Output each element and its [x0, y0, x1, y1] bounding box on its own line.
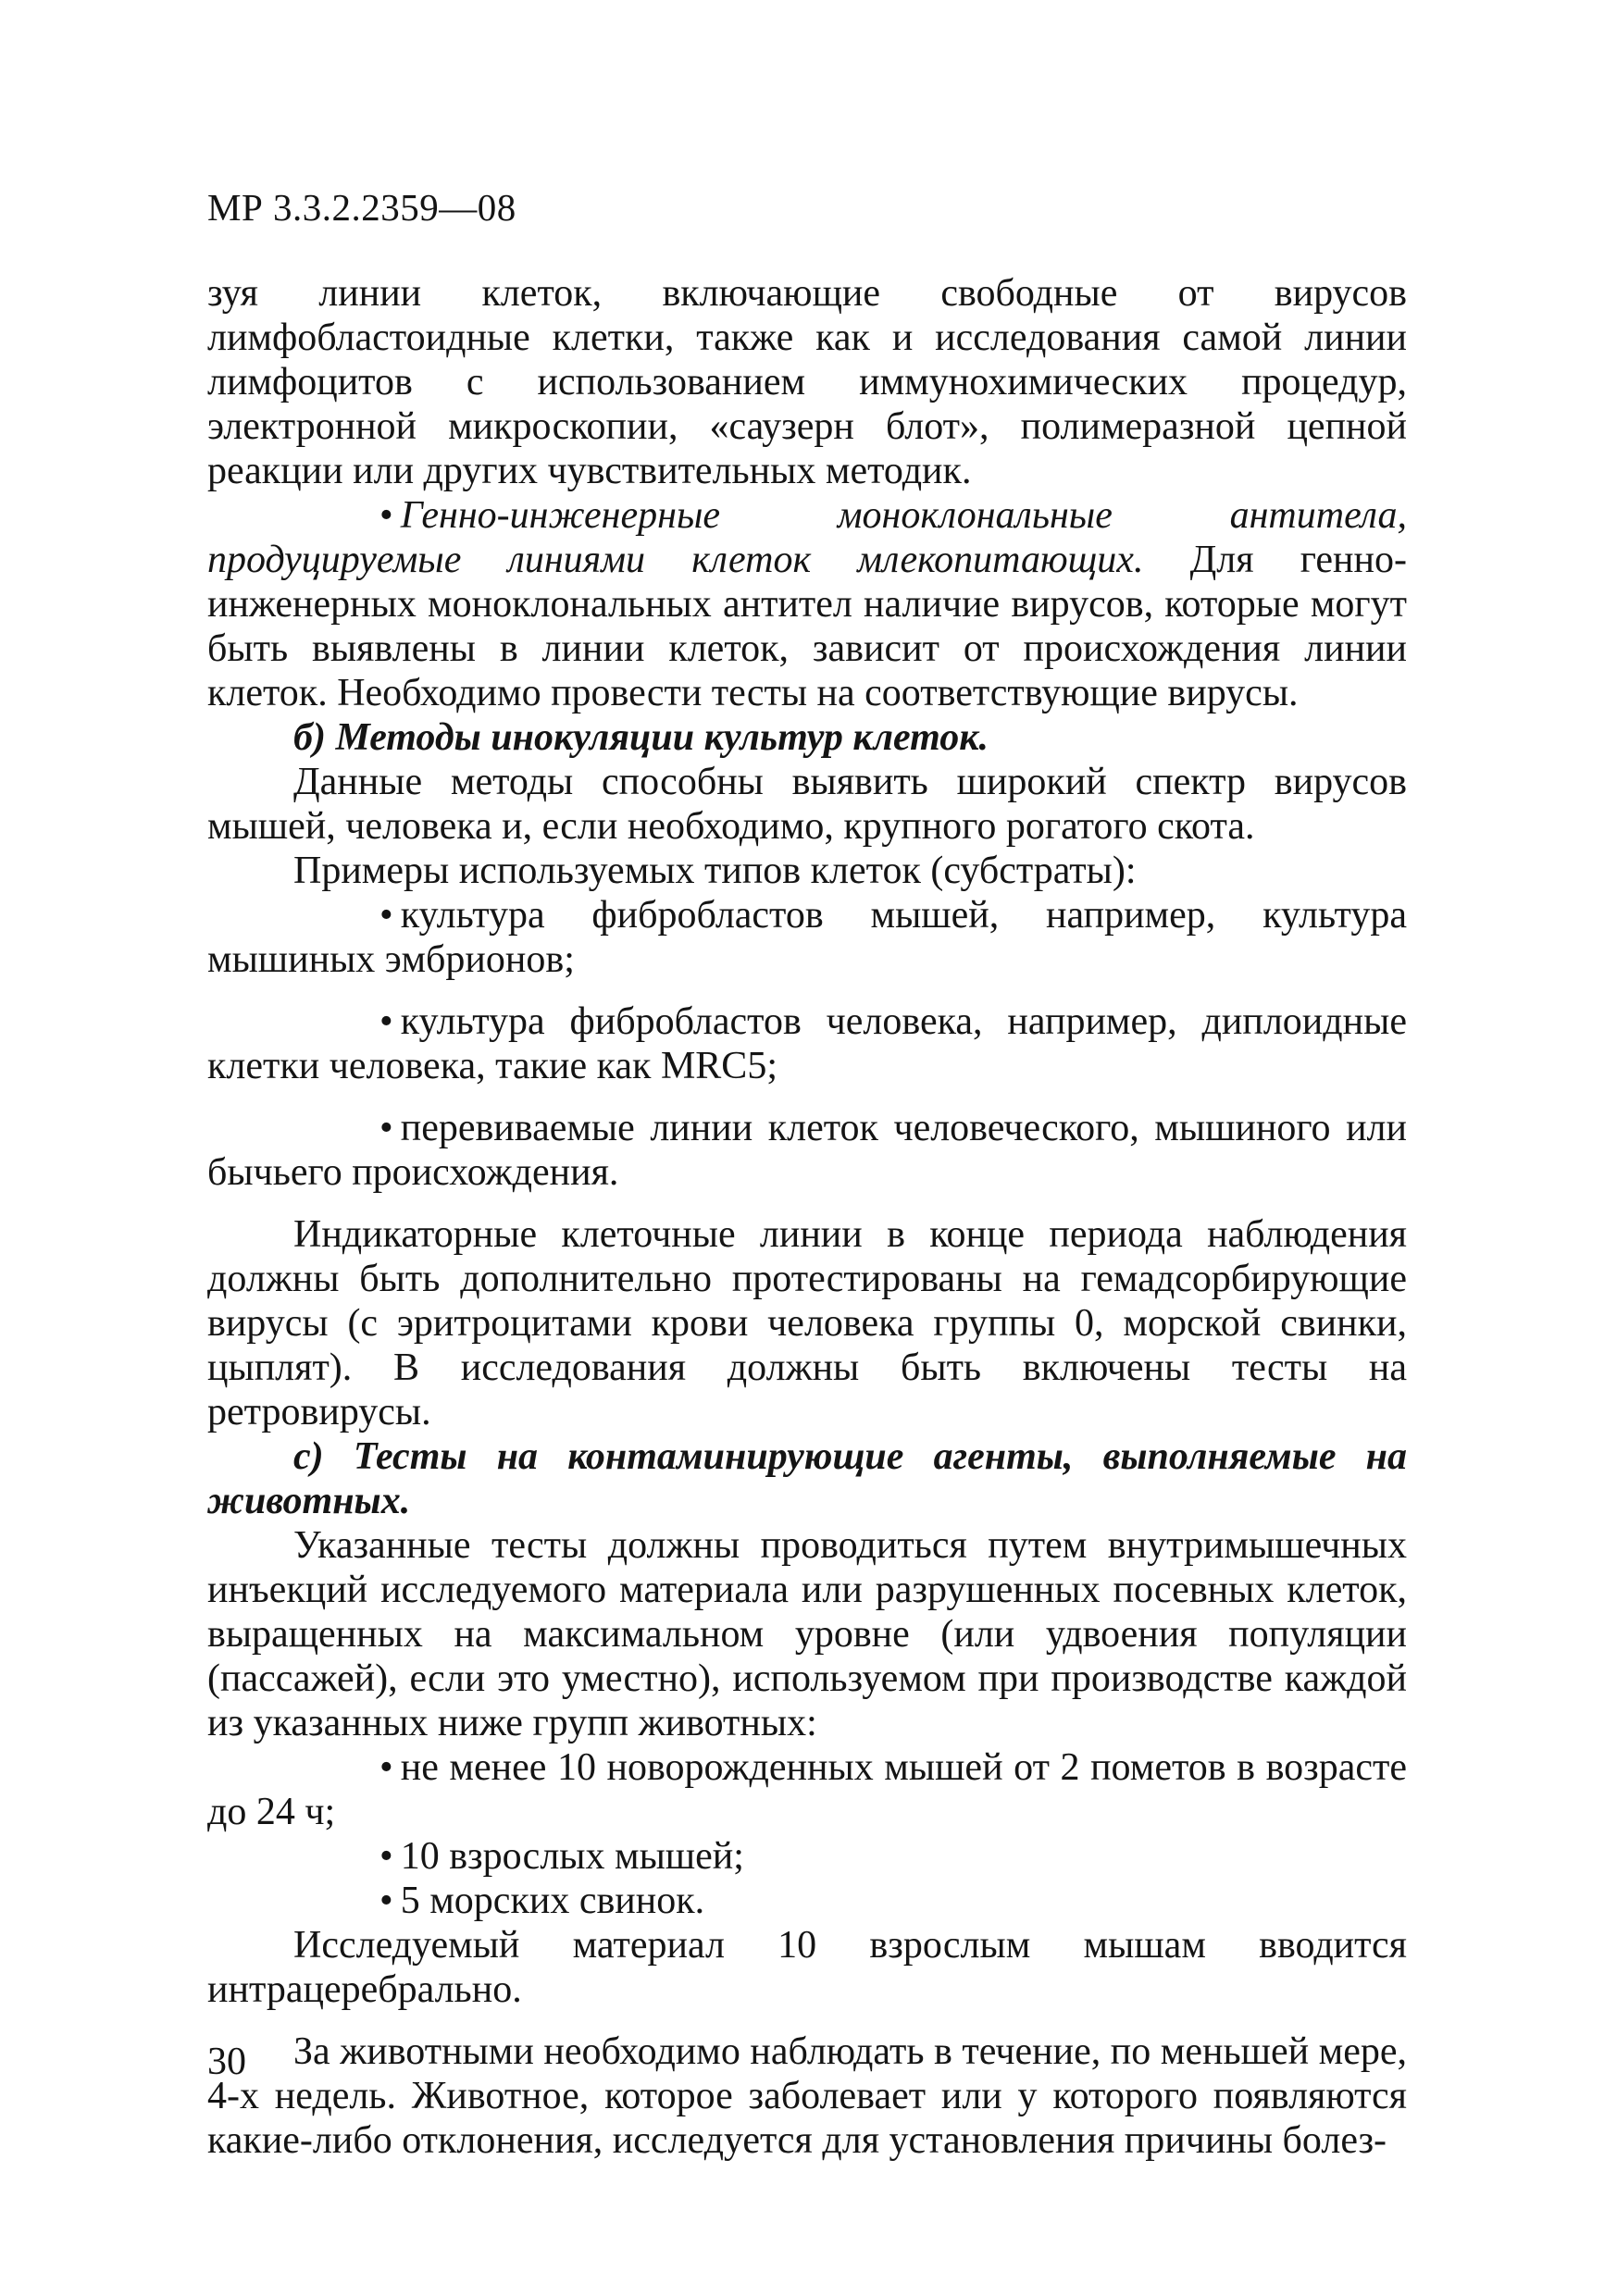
paragraph: Индикаторные клеточные линии в конце периода наблюдения должны быть дополнительно протестированы на гемадсорбирующие вирусы (с эритроцитами крови человека группы 0, морской свинки, цыплят). В исследования должны быть включены тесты на ретровирусы.	[207, 1213, 1407, 1433]
paragraph: Указанные тесты должны проводиться путем внутримышечных инъекций исследуемого материала или разрушенных посевных клеток, выращенных на максимальном уровне (или удвоения популяции (пассажей), если это уместно), используемом при производстве каждой из указанных ниже групп животных:	[207, 1524, 1407, 1744]
body-text	[207, 271, 1407, 2163]
paragraph: Исследуемый материал 10 взрослым мышам вводится интрацеребрально.	[207, 1924, 1407, 2011]
bullet-icon: •	[379, 1746, 393, 1789]
bullet-icon: •	[379, 1880, 393, 1922]
list-item-text: 5 морских свинок.	[400, 1880, 705, 1922]
italic-term: Генно-инженерные моноклональные антитела, продуцируемые линиями клеток млекопитающих.	[207, 494, 1407, 581]
bullet-icon: •	[379, 494, 393, 537]
document-code-header: МР 3.3.2.2359—08	[207, 186, 516, 229]
list-item	[207, 999, 1407, 1088]
section-heading-text: б) Методы инокуляции культур клеток.	[293, 716, 989, 759]
list-item	[207, 1106, 1407, 1195]
paragraph: Примеры используемых типов клеток (субстраты):	[293, 850, 1137, 892]
list-item-text: культура фибробластов человека, например, диплоидные клетки человека, такие как MRC5;	[207, 1000, 1407, 1087]
list-item-text: не менее 10 новорожденных мышей от 2 пометов в возрасте до 24 ч;	[207, 1746, 1407, 1833]
bullet-icon: •	[379, 894, 393, 937]
list-item	[207, 1879, 1407, 1923]
bullet-icon: •	[379, 1835, 393, 1878]
list-item	[207, 1745, 1407, 1834]
list-item-text: культура фибробластов мышей, например, культура мышиных эмбрионов;	[207, 894, 1407, 981]
bullet-icon: •	[379, 1000, 393, 1043]
list-item-text: 10 взрослых мышей;	[400, 1835, 744, 1878]
paragraph-bulleted	[207, 493, 1407, 715]
bullet-icon: •	[379, 1107, 393, 1149]
paragraph: зуя линии клеток, включающие свободные от вирусов лимфобластоидные клетки, также как и исследования самой линии лимфоцитов с использованием иммунохимических процедур, электронной микроскопии, «саузерн блот», полимеразной цепной реакции или других чувствительных методик.	[207, 272, 1407, 492]
list-item-text: перевиваемые линии клеток человеческого, мышиного или бычьего происхождения.	[207, 1107, 1407, 1194]
section-heading-text: с) Тесты на контаминирующие агенты, выполняемые на животных.	[207, 1435, 1407, 1522]
paragraph: Данные методы способны выявить широкий спектр вирусов мышей, человека и, если необходимо, крупного рогатого скота.	[207, 761, 1407, 848]
section-heading-b	[207, 715, 1407, 760]
page-number: 30	[207, 2041, 246, 2083]
paragraph: За животными необходимо наблюдать в течение, по меньшей мере, 4-х недель. Животное, которое заболевает или у которого появляются какие-либо отклонения, исследуется для установления причины болез-	[207, 2030, 1407, 2162]
section-heading-c	[207, 1434, 1407, 1523]
list-item	[207, 893, 1407, 982]
paragraph-text: Для генно-инженерных моноклональных антител наличие вирусов, которые могут быть выявлены в линии клеток, зависит от происхождения линии клеток. Необходимо провести тесты на соответствующие вирусы.	[207, 539, 1407, 714]
list-item	[207, 1834, 1407, 1879]
